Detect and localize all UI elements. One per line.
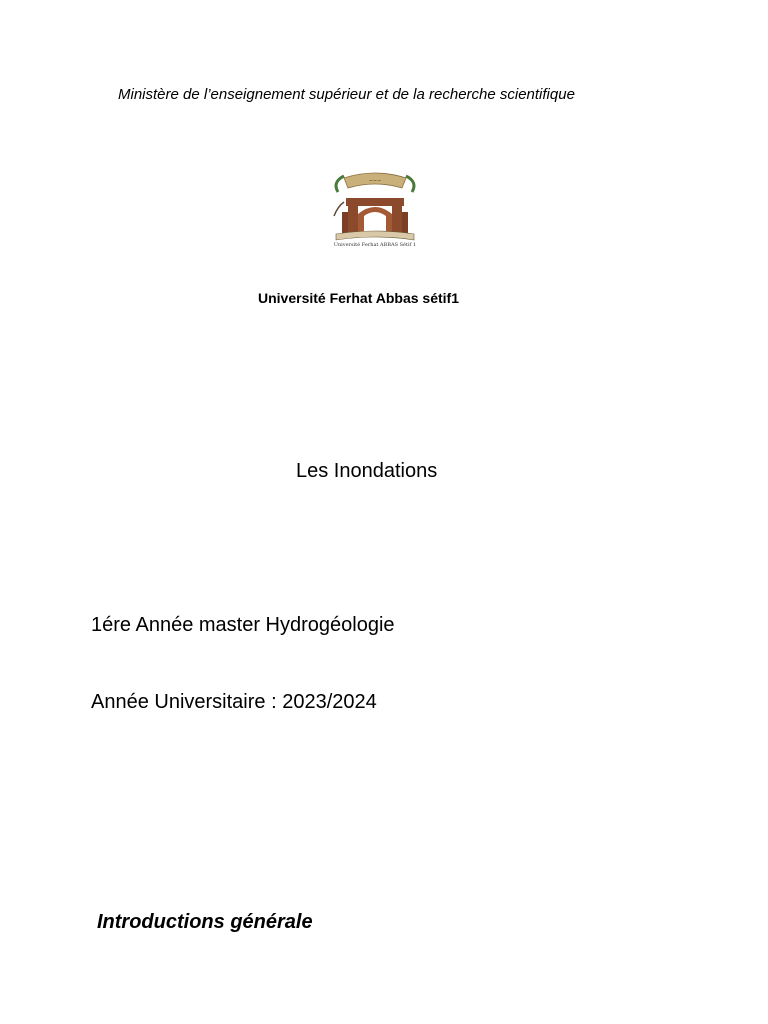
document-title: Les Inondations <box>296 460 438 482</box>
academic-year: Année Universitaire : 2023/2024 <box>91 691 377 713</box>
ministry-header: Ministère de l’enseignement supérieur et de la recherche scientifique <box>118 86 575 103</box>
svg-text:~~~: ~~~ <box>368 178 382 184</box>
section-heading: Introductions générale <box>97 911 313 933</box>
university-name: Université Ferhat Abbas sétif1 <box>258 290 459 306</box>
logo-caption: Université Ferhat ABBAS Sétif 1 <box>333 242 417 248</box>
university-arch-logo-icon <box>330 170 420 242</box>
study-level: 1ére Année master Hydrogéologie <box>91 614 395 636</box>
university-logo <box>330 170 420 254</box>
